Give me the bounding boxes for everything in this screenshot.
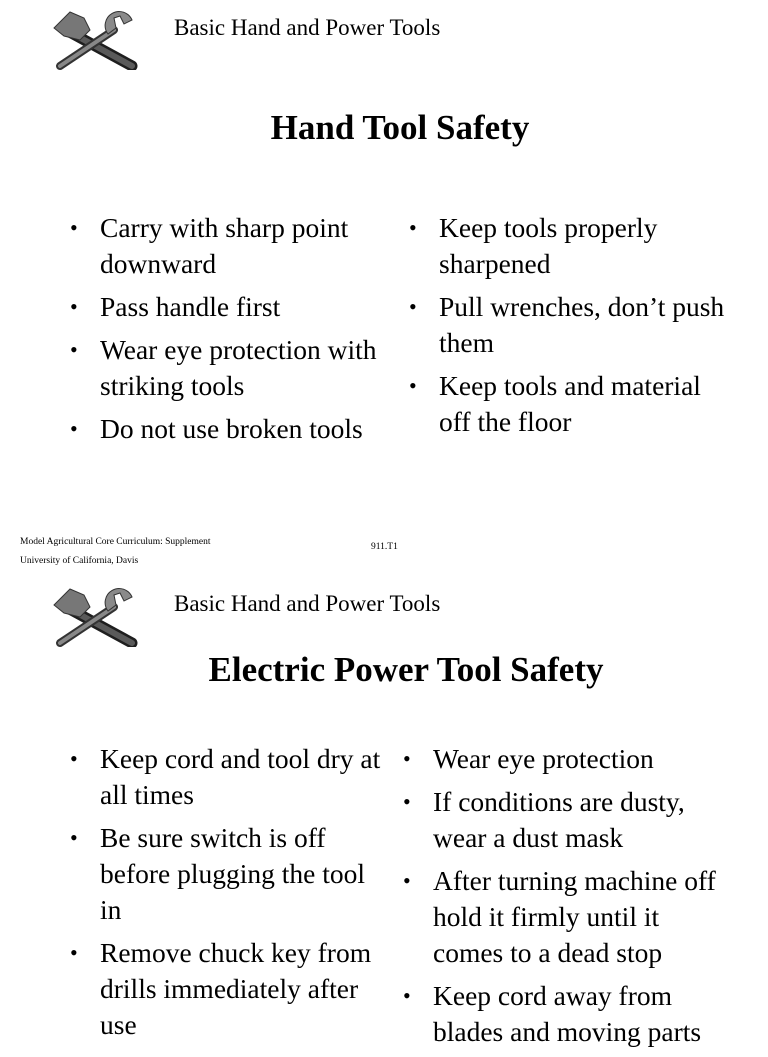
list-item: • Wear eye protection with striking tools bbox=[70, 332, 390, 404]
list-item: • Pass handle first bbox=[70, 289, 390, 325]
slide2-right-list bbox=[403, 741, 728, 1057]
list-item: • Keep cord and tool dry at all times bbox=[70, 741, 390, 813]
slide1-left-list bbox=[70, 210, 390, 454]
list-item: • Keep cord away from blades and moving parts bbox=[403, 978, 728, 1050]
list-item: • Remove chuck key from drills immediately after use bbox=[70, 935, 390, 1043]
hammer-wrench-icon bbox=[52, 8, 144, 70]
slide1-title: Hand Tool Safety bbox=[270, 108, 530, 147]
slide1-header: Basic Hand and Power Tools bbox=[174, 15, 441, 40]
footer-university: University of California, Davis bbox=[20, 556, 139, 566]
list-item: • Be sure switch is off before plugging the tool in bbox=[70, 820, 390, 928]
list-item: • Do not use broken tools bbox=[70, 411, 390, 447]
list-item: • Wear eye protection bbox=[403, 741, 728, 777]
slide-code: 911.T1 bbox=[371, 542, 398, 552]
list-item: • Keep tools properly sharpened bbox=[409, 210, 729, 282]
slide2-title: Electric Power Tool Safety bbox=[208, 650, 604, 689]
list-item: • Keep tools and material off the floor bbox=[409, 368, 729, 440]
slide1-right-list bbox=[409, 210, 729, 447]
list-item: • Carry with sharp point downward bbox=[70, 210, 390, 282]
hammer-wrench-icon bbox=[52, 585, 144, 647]
slide2-header: Basic Hand and Power Tools bbox=[174, 591, 441, 616]
list-item: • If conditions are dusty, wear a dust mask bbox=[403, 784, 728, 856]
slide2-left-list bbox=[70, 741, 390, 1050]
footer-curriculum: Model Agricultural Core Curriculum: Supplement bbox=[20, 537, 211, 547]
list-item: • Pull wrenches, don’t push them bbox=[409, 289, 729, 361]
list-item: • After turning machine off hold it firmly until it comes to a dead stop bbox=[403, 863, 728, 971]
